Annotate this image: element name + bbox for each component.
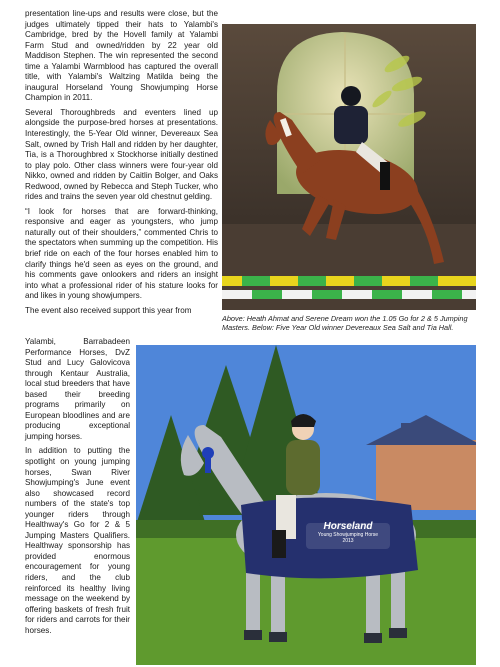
rug-line1: Young Showjumping Horse (317, 532, 379, 538)
photo-caption: Above: Heath Ahmat and Serene Dream won the 1.05 Go for 2 & 5 Jumping Masters. Below: Five Year Old winner Devereaux Sea Salt and Tia Hall. (222, 314, 468, 333)
article-paragraph: The event also received support this year from (25, 305, 192, 315)
rug-brand: Horseland (323, 521, 373, 532)
rug-line2: 2013 (342, 538, 354, 544)
article-paragraph: In addition to putting the spotlight on young jumping horses, Swan River Showjumping's June event also showcased record numbers of the state's top younger riders through Healthway's Go for 2 & 5 Jumping Masters Qualifiers. Healthway sponsorship has provided enormous encouragement for young riders, and the club reinforced its healthy living message on the weekend by offering baskets of fresh fruit for riders and carrots for their horses. (25, 446, 130, 635)
article-paragraph: Yalambi, Barrabadeen Performance Horses, DvZ Stud and Lucy Galovicova through Kentaur Australia, local stud breeders that have based their breeding programs primarily on European bloodlines and are producing exceptional jumping horses. (25, 337, 130, 441)
photo-horse-with-rug (136, 345, 476, 665)
article-column-main (25, 9, 218, 320)
article-paragraph: presentation line-ups and results were close, but the judges ultimately tipped their hats to Yalambi's Cambridge, bred by the Hovell family at Yalambi Farm Stud and owned/ridden by 22 year old Maddison Stephen. The win represented the second time a Yalambi Warmblood has captured the overall title, with Yalambi's Waltzing Matilda being the inaugural Horseland Young Showjumping Horse Champion in 2011. (25, 9, 218, 103)
rug-logo (306, 521, 390, 544)
article-column-narrow (25, 337, 130, 640)
photo-jumping-horse (222, 24, 476, 310)
article-paragraph: “I look for horses that are forward-thinking, responsive and eager as youngsters, who jump naturally out of their shoulders,” commented Chris to the spectators when summing up the competition. His brief ride on each of the four horses enabled him to clarify things he'd seen as eyes on the ground, and his comments gave onlookers and riders an insight into what a professional rider of his stature looks for and likes in young showjumpers. (25, 206, 218, 301)
article-paragraph: Several Thoroughbreds and eventers lined up alongside the purpose-bred horses at presentations. Interestingly, the 5-Year Old winner, Devereaux Sea Salt, owned by Trish Hall and ridden by her daughter, Tia, is a Thoroughbred x Stockhorse initially destined to play polo. Other class winners were four-year old Nikko, owned and ridden by Caitlin Bolger, and Oaks Redwood, owned by Rebecca and Steph Tucker, who rides and trains the seven year old chestnut gelding. (25, 107, 218, 202)
